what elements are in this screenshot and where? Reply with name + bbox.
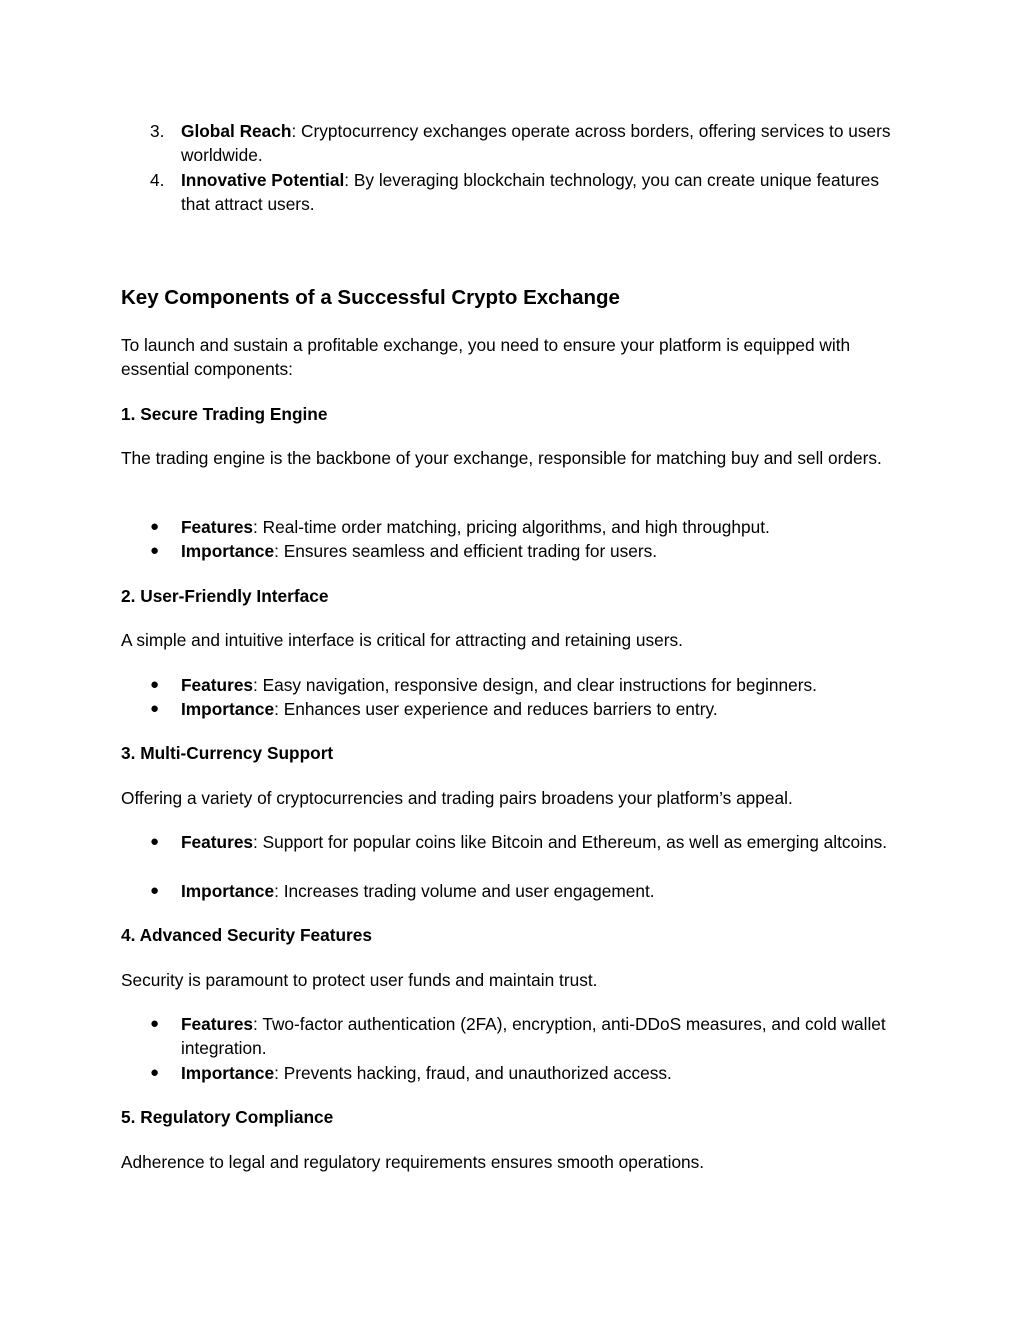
bullet-icon: ● bbox=[150, 833, 160, 850]
bullet-term: Importance bbox=[181, 699, 275, 719]
bullet-term: Importance bbox=[181, 881, 275, 901]
bullet-rest: : Easy navigation, responsive design, and clear instructions for beginners. bbox=[253, 675, 817, 695]
bullet-term: Features bbox=[181, 832, 254, 852]
bullet-text bbox=[181, 1061, 911, 1085]
section-intro: To launch and sustain a profitable exchange, you need to ensure your platform is equipped with essential components: bbox=[121, 335, 851, 380]
list-item-term: Innovative Potential bbox=[181, 170, 345, 190]
bullet-term: Importance bbox=[181, 541, 275, 561]
bullet-rest: : Ensures seamless and efficient trading for users. bbox=[274, 541, 658, 561]
bullet-text bbox=[181, 830, 911, 854]
bullet-icon: ● bbox=[150, 1064, 160, 1081]
bullet-term: Features bbox=[181, 517, 254, 537]
component-heading-multi-currency: 3. Multi-Currency Support bbox=[121, 743, 334, 763]
component-description: Security is paramount to protect user funds and maintain trust. bbox=[121, 970, 598, 990]
bullet-rest: : Two-factor authentication (2FA), encryption, anti-DDoS measures, and cold wallet integration. bbox=[181, 1014, 886, 1059]
bullet-icon: ● bbox=[150, 882, 160, 899]
component-heading-interface: 2. User-Friendly Interface bbox=[121, 586, 329, 606]
component-description: A simple and intuitive interface is critical for attracting and retaining users. bbox=[121, 630, 683, 650]
bullet-rest: : Real-time order matching, pricing algorithms, and high throughput. bbox=[253, 517, 770, 537]
component-heading-security: 4. Advanced Security Features bbox=[121, 925, 372, 945]
list-item-rest: : Cryptocurrency exchanges operate across borders, offering services to users worldwide. bbox=[181, 121, 891, 166]
bullet-text bbox=[181, 879, 911, 903]
component-heading-trading-engine: 1. Secure Trading Engine bbox=[121, 404, 328, 424]
bullet-rest: : Prevents hacking, fraud, and unauthorized access. bbox=[274, 1063, 672, 1083]
bullet-term: Features bbox=[181, 1014, 254, 1034]
bullet-icon: ● bbox=[150, 700, 160, 717]
bullet-term: Features bbox=[181, 675, 254, 695]
list-number: 4. bbox=[150, 170, 165, 190]
bullet-icon: ● bbox=[150, 676, 160, 693]
list-number: 3. bbox=[150, 121, 165, 141]
bullet-text bbox=[181, 697, 911, 721]
bullet-text bbox=[181, 673, 911, 697]
bullet-icon: ● bbox=[150, 518, 160, 535]
component-heading-compliance: 5. Regulatory Compliance bbox=[121, 1107, 334, 1127]
bullet-icon: ● bbox=[150, 1015, 160, 1032]
bullet-rest: : Enhances user experience and reduces barriers to entry. bbox=[274, 699, 718, 719]
bullet-text bbox=[181, 539, 911, 563]
section-heading: Key Components of a Successful Crypto Exchange bbox=[121, 286, 620, 309]
bullet-text bbox=[181, 515, 911, 539]
list-item-text bbox=[181, 168, 911, 217]
list-item-term: Global Reach bbox=[181, 121, 292, 141]
list-item-text bbox=[181, 119, 911, 168]
bullet-rest: : Increases trading volume and user engagement. bbox=[274, 881, 655, 901]
bullet-icon: ● bbox=[150, 542, 160, 559]
component-description: The trading engine is the backbone of your exchange, responsible for matching buy and sell orders. bbox=[121, 448, 882, 468]
bullet-term: Importance bbox=[181, 1063, 275, 1083]
component-description: Adherence to legal and regulatory requirements ensures smooth operations. bbox=[121, 1152, 705, 1172]
list-item-rest: : By leveraging blockchain technology, you can create unique features that attract users. bbox=[181, 170, 880, 215]
component-description: Offering a variety of cryptocurrencies and trading pairs broadens your platform’s appeal. bbox=[121, 788, 793, 808]
bullet-text bbox=[181, 1012, 911, 1061]
bullet-rest: : Support for popular coins like Bitcoin and Ethereum, as well as emerging altcoins. bbox=[253, 832, 888, 852]
